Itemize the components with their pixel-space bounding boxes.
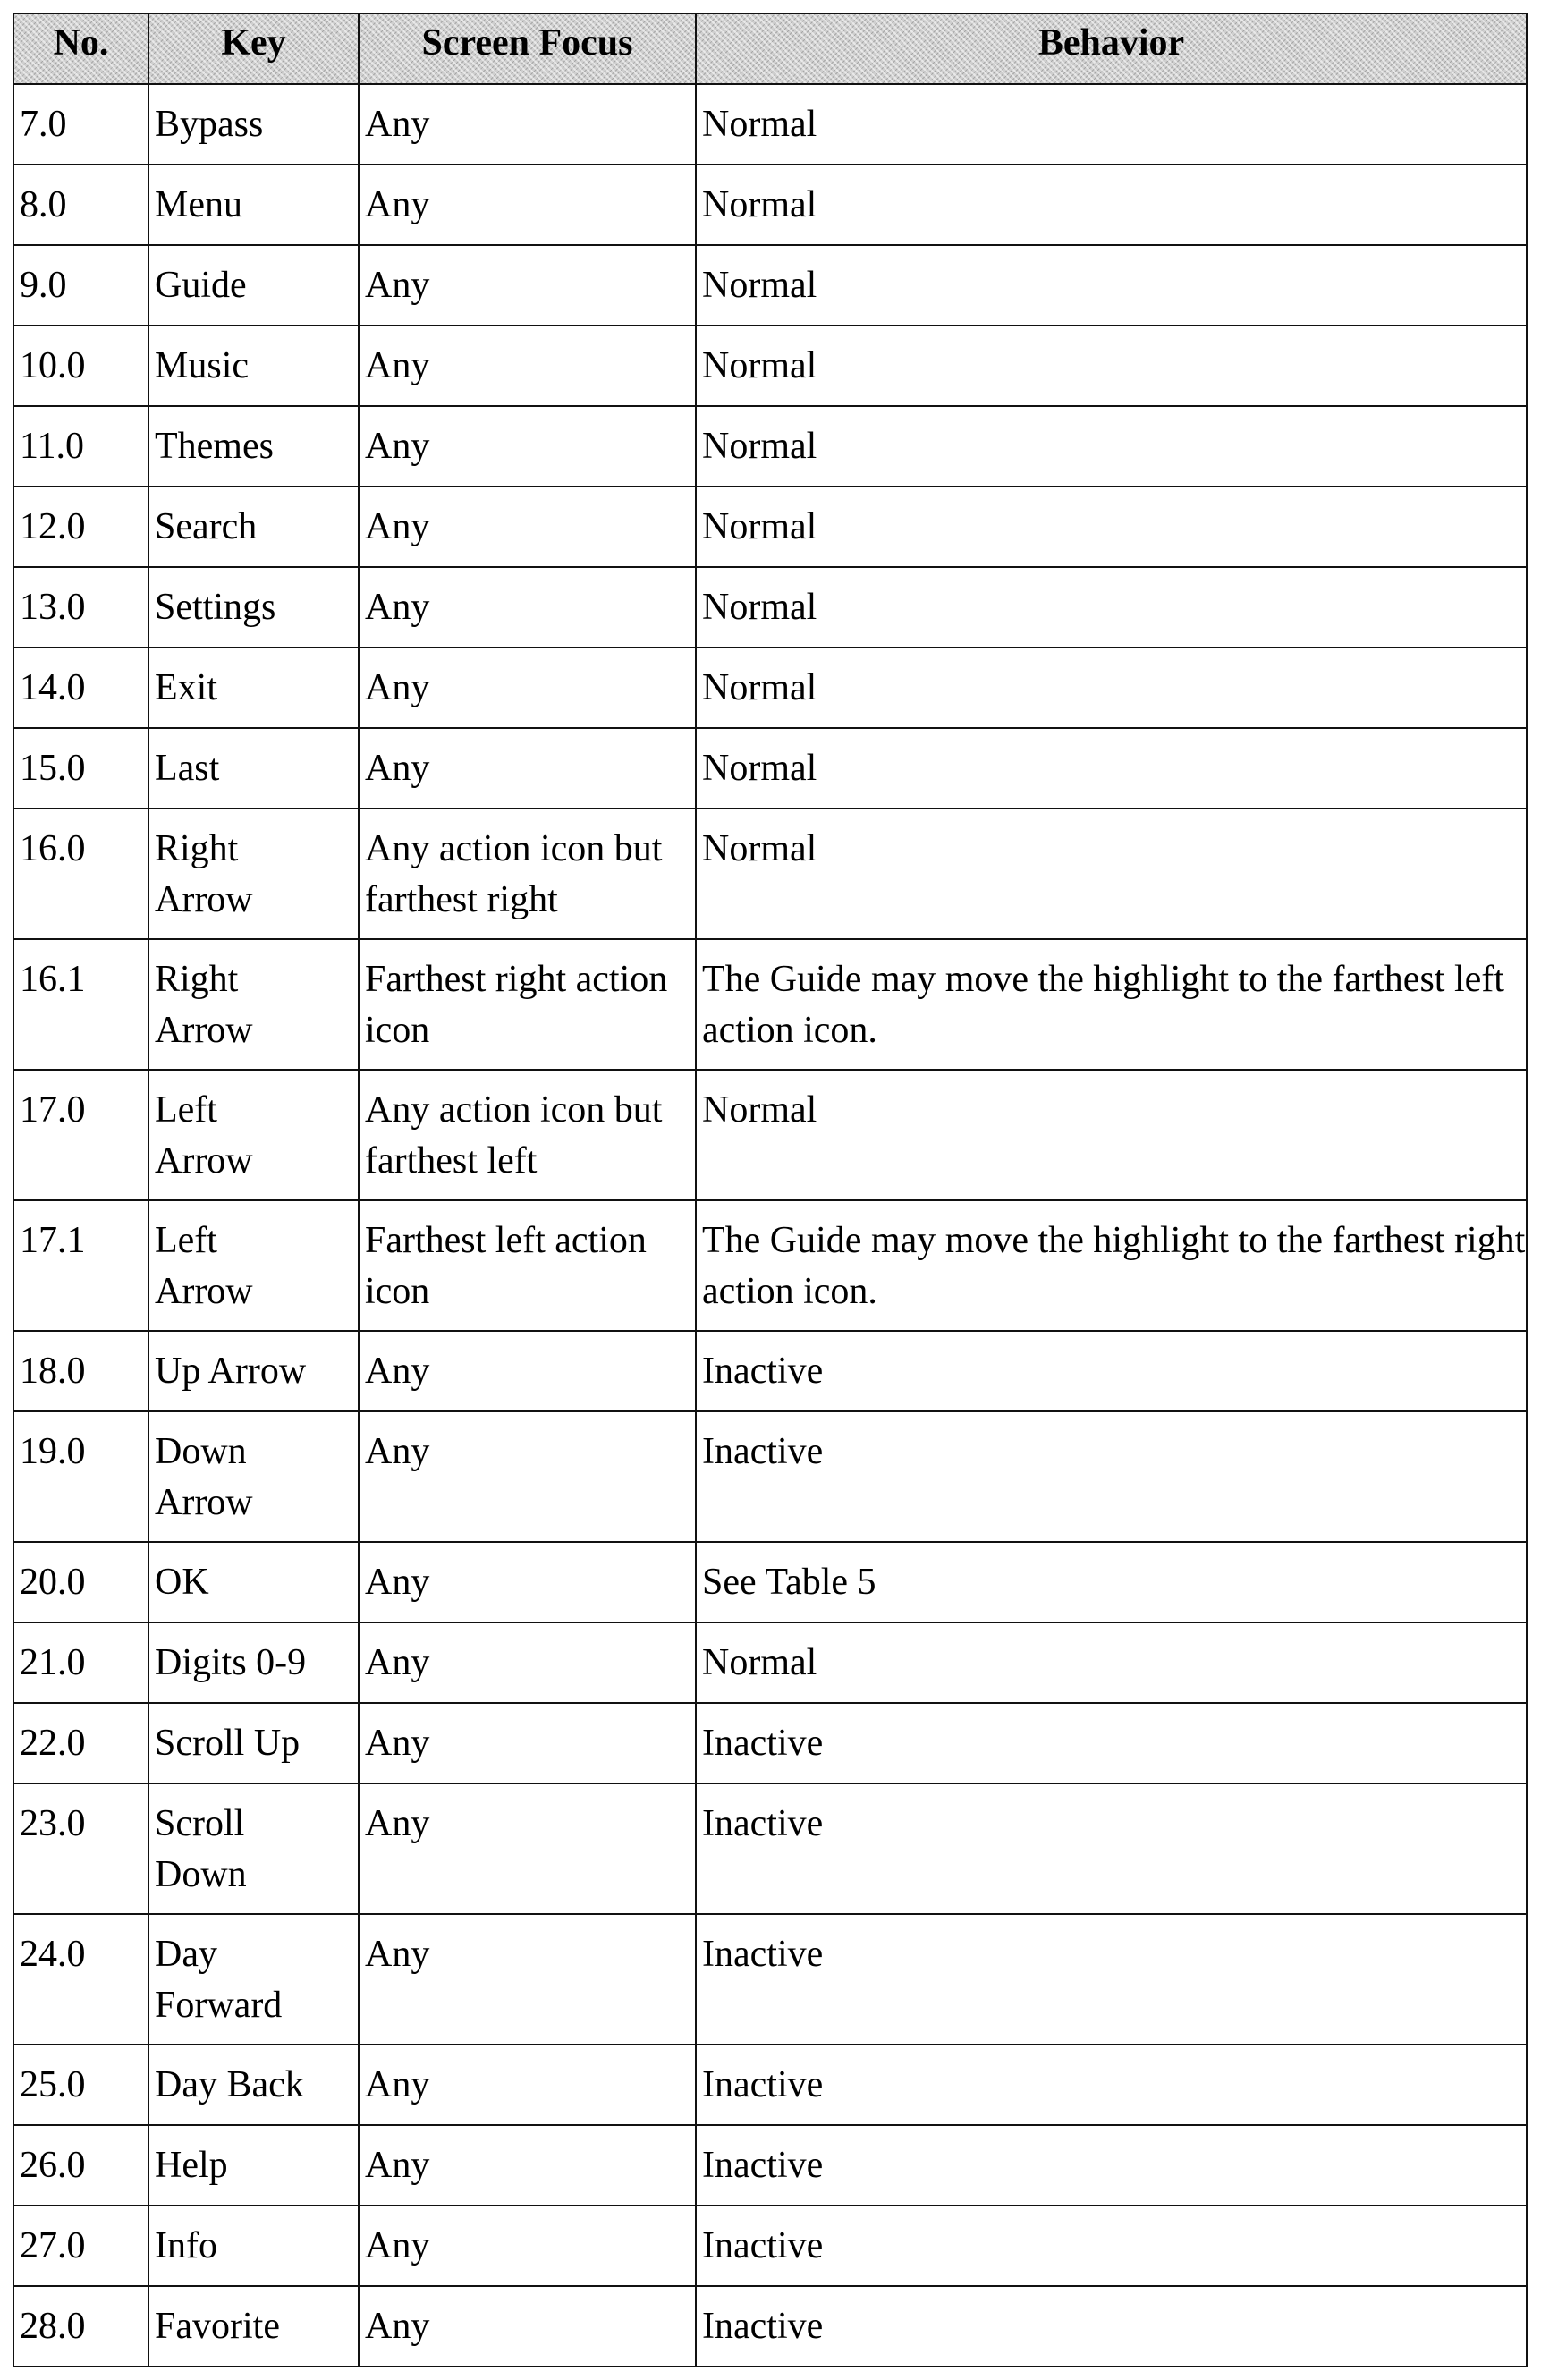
cell-key: Menu [148, 165, 359, 245]
cell-screen-focus: Farthest left action icon [359, 1200, 696, 1331]
cell-no: 26.0 [13, 2125, 148, 2206]
cell-screen-focus: Any [359, 245, 696, 326]
header-key: Key [148, 13, 359, 84]
cell-no: 17.0 [13, 1070, 148, 1200]
cell-no: 24.0 [13, 1914, 148, 2045]
table-row [13, 1622, 1527, 1703]
cell-screen-focus: Any [359, 1622, 696, 1703]
cell-no: 8.0 [13, 165, 148, 245]
table-row [13, 1914, 1527, 2045]
cell-behavior: Normal [696, 245, 1527, 326]
cell-key: Left Arrow [148, 1070, 359, 1200]
header-row [13, 13, 1527, 84]
cell-behavior: Normal [696, 406, 1527, 487]
cell-behavior: Normal [696, 326, 1527, 406]
cell-no: 12.0 [13, 487, 148, 567]
cell-key: Favorite [148, 2286, 359, 2367]
cell-no: 27.0 [13, 2206, 148, 2286]
cell-no: 25.0 [13, 2045, 148, 2125]
cell-screen-focus: Any [359, 2286, 696, 2367]
cell-behavior: Normal [696, 648, 1527, 728]
cell-behavior: Inactive [696, 2286, 1527, 2367]
cell-screen-focus: Any [359, 2206, 696, 2286]
cell-no: 15.0 [13, 728, 148, 809]
cell-key: Exit [148, 648, 359, 728]
cell-key: Right Arrow [148, 809, 359, 939]
cell-screen-focus: Any [359, 728, 696, 809]
cell-behavior: Normal [696, 567, 1527, 648]
cell-screen-focus: Any [359, 1914, 696, 2045]
cell-screen-focus: Any [359, 1411, 696, 1542]
cell-no: 19.0 [13, 1411, 148, 1542]
table-row [13, 648, 1527, 728]
cell-no: 9.0 [13, 245, 148, 326]
cell-key: Themes [148, 406, 359, 487]
table-row [13, 326, 1527, 406]
cell-key: Day Back [148, 2045, 359, 2125]
cell-behavior: Inactive [696, 1703, 1527, 1783]
cell-key: Day Forward [148, 1914, 359, 2045]
cell-behavior: Inactive [696, 1914, 1527, 2045]
table-row [13, 1331, 1527, 1411]
cell-behavior: Normal [696, 728, 1527, 809]
table-row [13, 2125, 1527, 2206]
cell-key: Bypass [148, 84, 359, 165]
cell-key: Last [148, 728, 359, 809]
cell-key: Music [148, 326, 359, 406]
table-row [13, 809, 1527, 939]
table-row [13, 2045, 1527, 2125]
cell-behavior: Inactive [696, 1411, 1527, 1542]
cell-behavior: Normal [696, 809, 1527, 939]
cell-screen-focus: Farthest right action icon [359, 939, 696, 1070]
cell-screen-focus: Any [359, 567, 696, 648]
table-row [13, 165, 1527, 245]
cell-screen-focus: Any [359, 1703, 696, 1783]
cell-key: Up Arrow [148, 1331, 359, 1411]
cell-behavior: Normal [696, 84, 1527, 165]
table-row [13, 2286, 1527, 2367]
table-row [13, 1542, 1527, 1622]
table-row [13, 1703, 1527, 1783]
table-row [13, 1200, 1527, 1331]
table-row [13, 487, 1527, 567]
cell-key: OK [148, 1542, 359, 1622]
cell-no: 23.0 [13, 1783, 148, 1914]
cell-no: 28.0 [13, 2286, 148, 2367]
cell-no: 20.0 [13, 1542, 148, 1622]
cell-no: 16.1 [13, 939, 148, 1070]
cell-key: Left Arrow [148, 1200, 359, 1331]
cell-behavior: The Guide may move the highlight to the farthest left action icon. [696, 939, 1527, 1070]
header-behavior: Behavior [696, 13, 1527, 84]
cell-key: Help [148, 2125, 359, 2206]
table-row [13, 939, 1527, 1070]
cell-no: 13.0 [13, 567, 148, 648]
cell-key: Down Arrow [148, 1411, 359, 1542]
cell-behavior: Normal [696, 1070, 1527, 1200]
cell-behavior: See Table 5 [696, 1542, 1527, 1622]
header-screen-focus: Screen Focus [359, 13, 696, 84]
cell-key: Guide [148, 245, 359, 326]
cell-screen-focus: Any action icon but farthest right [359, 809, 696, 939]
table-row [13, 406, 1527, 487]
cell-no: 11.0 [13, 406, 148, 487]
key-behavior-table [13, 13, 1528, 2367]
cell-screen-focus: Any [359, 165, 696, 245]
table-row [13, 245, 1527, 326]
cell-no: 7.0 [13, 84, 148, 165]
cell-screen-focus: Any [359, 1783, 696, 1914]
table-row [13, 1070, 1527, 1200]
cell-screen-focus: Any [359, 1542, 696, 1622]
cell-no: 18.0 [13, 1331, 148, 1411]
table-row [13, 1783, 1527, 1914]
cell-screen-focus: Any [359, 2125, 696, 2206]
table-row [13, 728, 1527, 809]
header-no: No. [13, 13, 148, 84]
cell-behavior: Normal [696, 165, 1527, 245]
cell-key: Right Arrow [148, 939, 359, 1070]
table-row [13, 2206, 1527, 2286]
cell-no: 10.0 [13, 326, 148, 406]
cell-screen-focus: Any [359, 648, 696, 728]
cell-key: Scroll Down [148, 1783, 359, 1914]
cell-no: 16.0 [13, 809, 148, 939]
cell-behavior: Inactive [696, 2206, 1527, 2286]
cell-key: Info [148, 2206, 359, 2286]
cell-no: 21.0 [13, 1622, 148, 1703]
cell-behavior: Inactive [696, 2045, 1527, 2125]
table-row [13, 1411, 1527, 1542]
cell-key: Search [148, 487, 359, 567]
cell-behavior: Normal [696, 487, 1527, 567]
cell-screen-focus: Any [359, 326, 696, 406]
cell-behavior: Inactive [696, 1783, 1527, 1914]
cell-no: 17.1 [13, 1200, 148, 1331]
cell-key: Scroll Up [148, 1703, 359, 1783]
cell-key: Settings [148, 567, 359, 648]
cell-behavior: Inactive [696, 1331, 1527, 1411]
cell-screen-focus: Any [359, 2045, 696, 2125]
cell-screen-focus: Any [359, 487, 696, 567]
cell-screen-focus: Any [359, 406, 696, 487]
cell-screen-focus: Any [359, 1331, 696, 1411]
cell-no: 14.0 [13, 648, 148, 728]
cell-screen-focus: Any [359, 84, 696, 165]
cell-key: Digits 0-9 [148, 1622, 359, 1703]
cell-behavior: The Guide may move the highlight to the farthest right action icon. [696, 1200, 1527, 1331]
table-row [13, 567, 1527, 648]
cell-behavior: Inactive [696, 2125, 1527, 2206]
cell-screen-focus: Any action icon but farthest left [359, 1070, 696, 1200]
cell-behavior: Normal [696, 1622, 1527, 1703]
cell-no: 22.0 [13, 1703, 148, 1783]
table-row [13, 84, 1527, 165]
